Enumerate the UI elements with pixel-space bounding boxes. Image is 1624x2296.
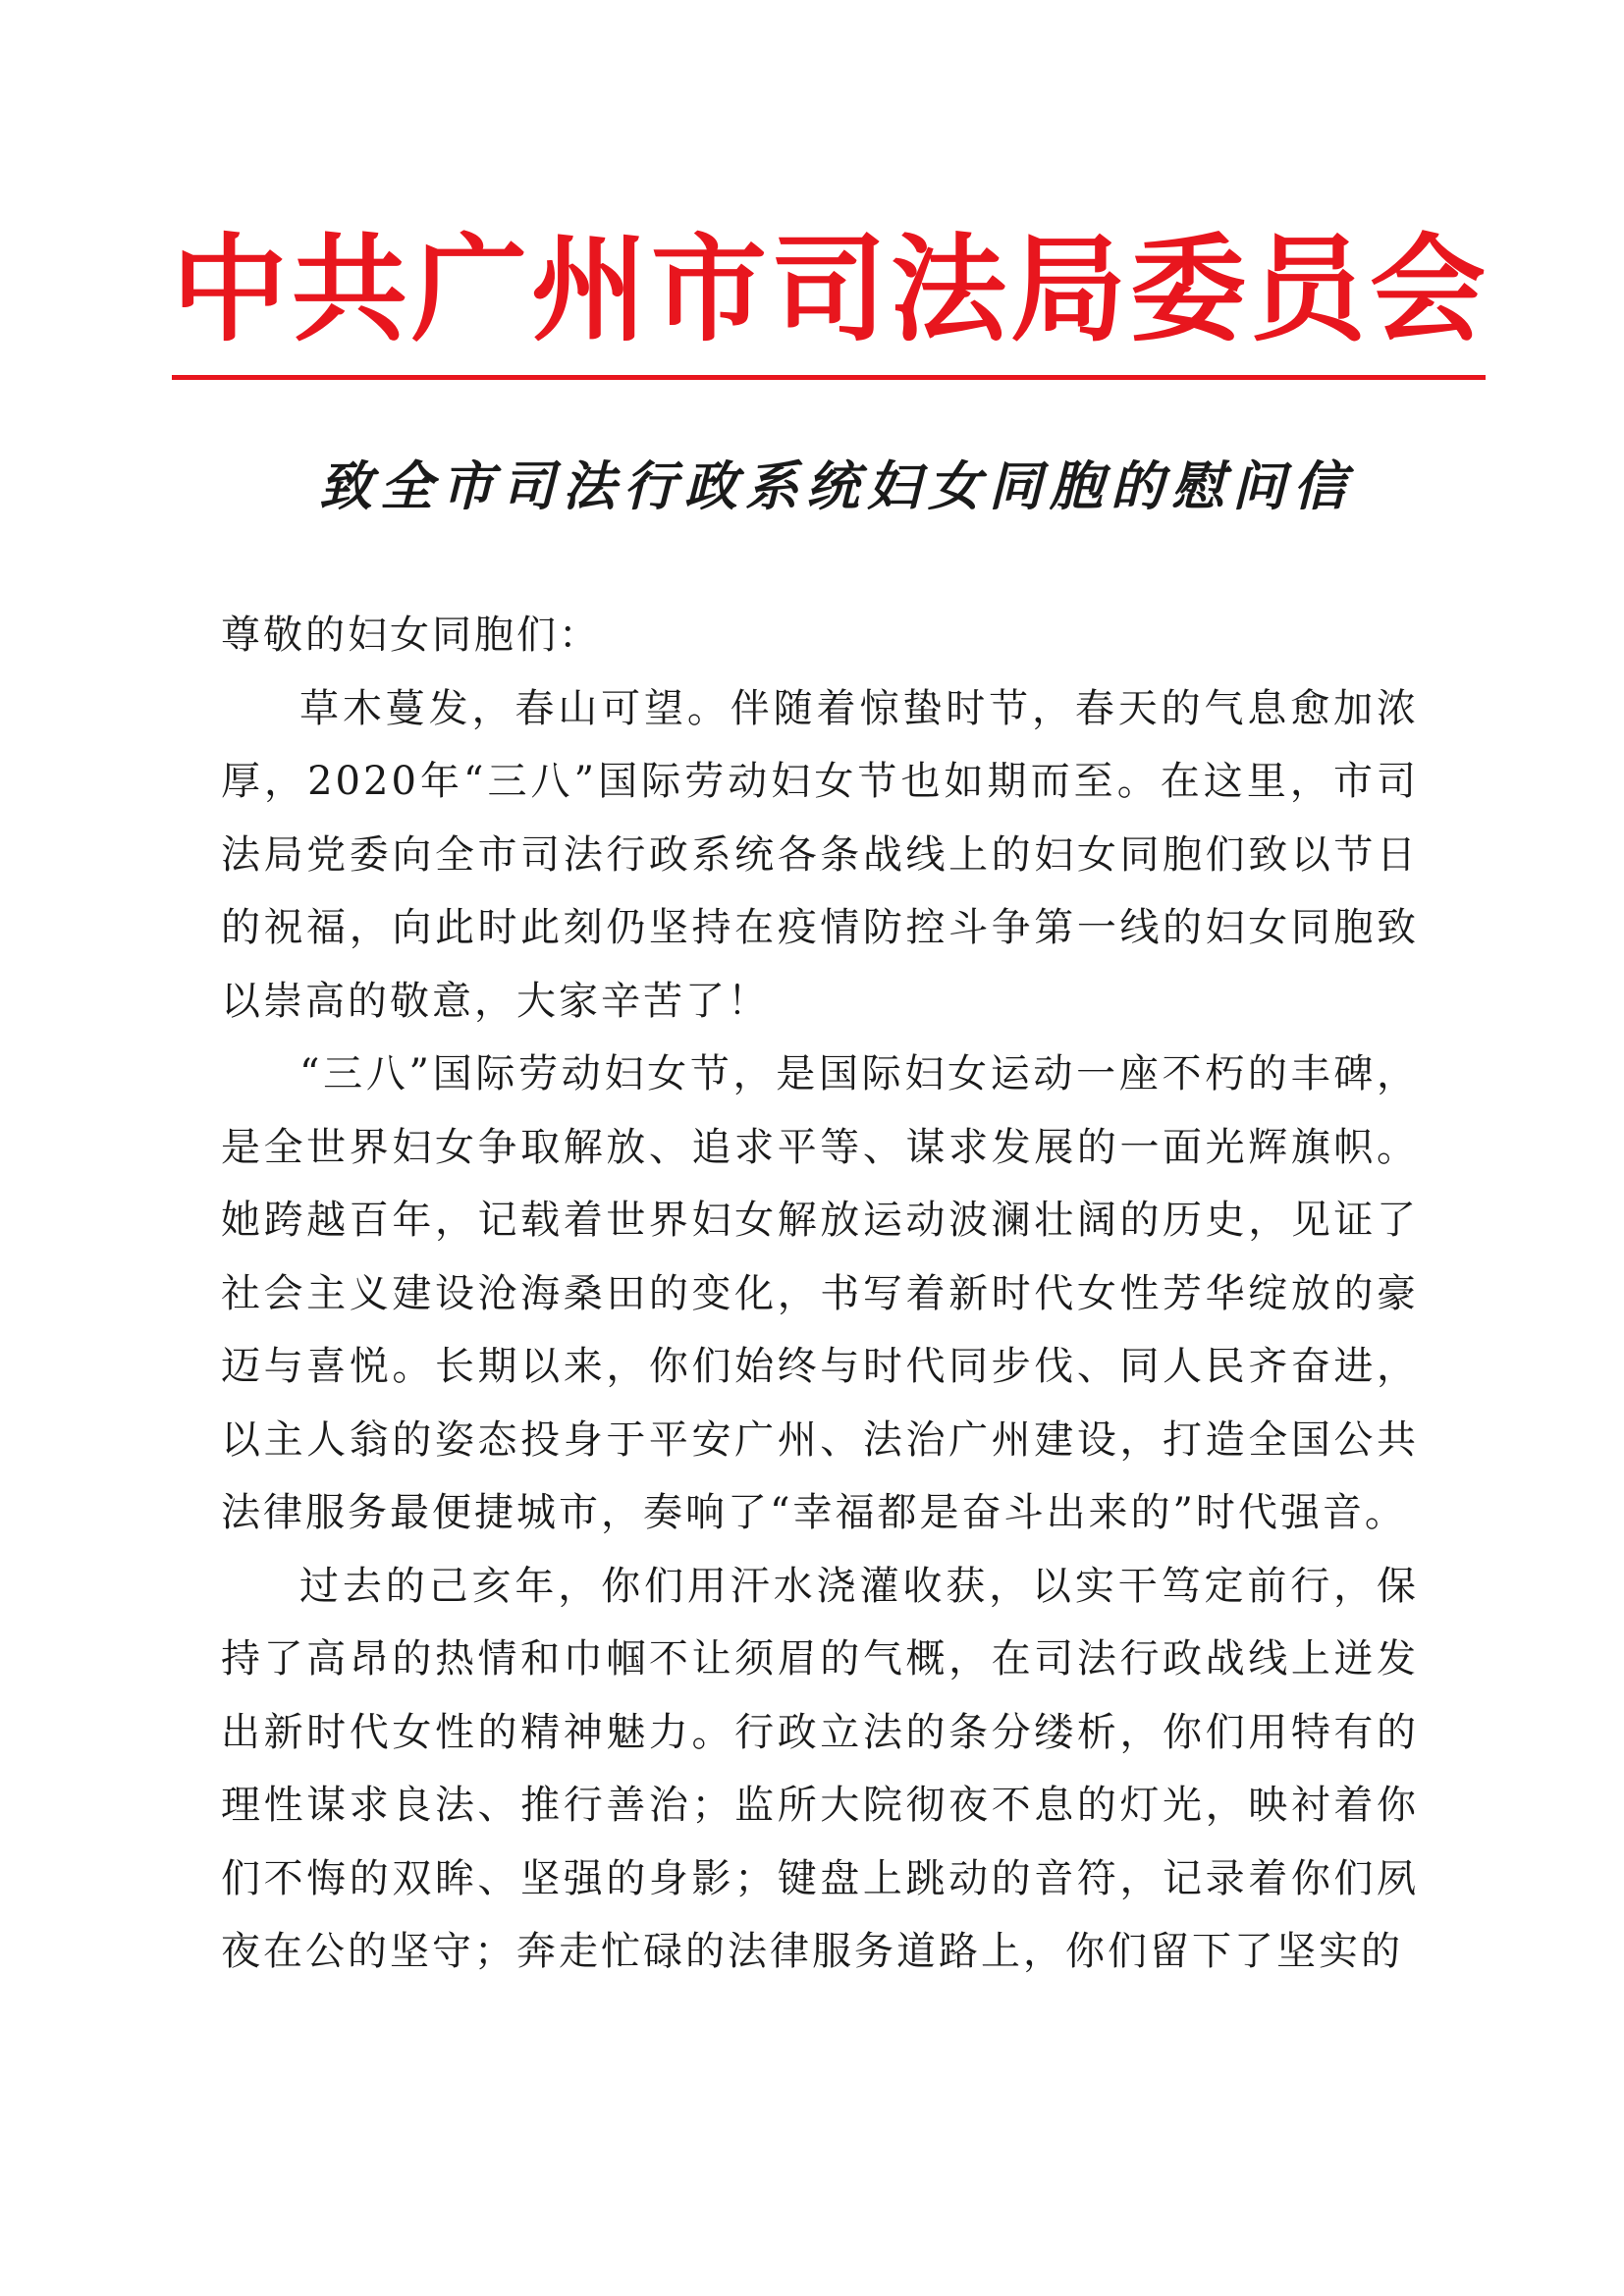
letter-body: [221, 599, 1419, 1989]
letter-salutation: 尊敬的妇女同胞们：: [221, 613, 601, 658]
letterhead-red-rule: [172, 375, 1486, 380]
letter-title: 致全市司法行政系统妇女同胞的慰问信: [319, 454, 1354, 517]
letter-paragraph-3: 过去的己亥年，你们用汗水浇灌收获，以实干笃定前行，保持了高昂的热情和巾帼不让须眉的气概，在司法行政战线上迸发出新时代女性的精神魅力。行政立法的条分缕析，你们用特有的理性谋求良法、推行善治；监所大院彻夜不息的灯光，映衬着你们不悔的双眸、坚强的身影；键盘上跳动的音符，记录着你们夙夜在公的坚守；奔走忙碌的法律服务道路上，你们留下了坚实的: [221, 1563, 1419, 1974]
letter-paragraph-1: 草木蔓发，春山可望。伴随着惊蛰时节，春天的气息愈加浓厚，2020年“三八”国际劳动妇女节也如期而至。在这里，市司法局党委向全市司法行政系统各条战线上的妇女同胞们致以节日的祝福，向此时此刻仍坚持在疫情防控斗争第一线的妇女同胞致以崇高的敬意，大家辛苦了！: [221, 685, 1419, 1024]
letterhead-org-name: 中共广州市司法局委员会: [172, 221, 1490, 357]
letter-paragraph-2: “三八”国际劳动妇女节，是国际妇女运动一座不朽的丰碑，是全世界妇女争取解放、追求平等、谋求发展的一面光辉旗帜。她跨越百年，记载着世界妇女解放运动波澜壮阔的历史，见证了社会主义建设沧海桑田的变化，书写着新时代女性芳华绽放的豪迈与喜悦。长期以来，你们始终与时代同步伐、同人民齐奋进，以主人翁的姿态投身于平安广州、法治广州建设，打造全国公共法律服务最便捷城市，奏响了“幸福都是奋斗出来的”时代强音。: [221, 1051, 1419, 1535]
